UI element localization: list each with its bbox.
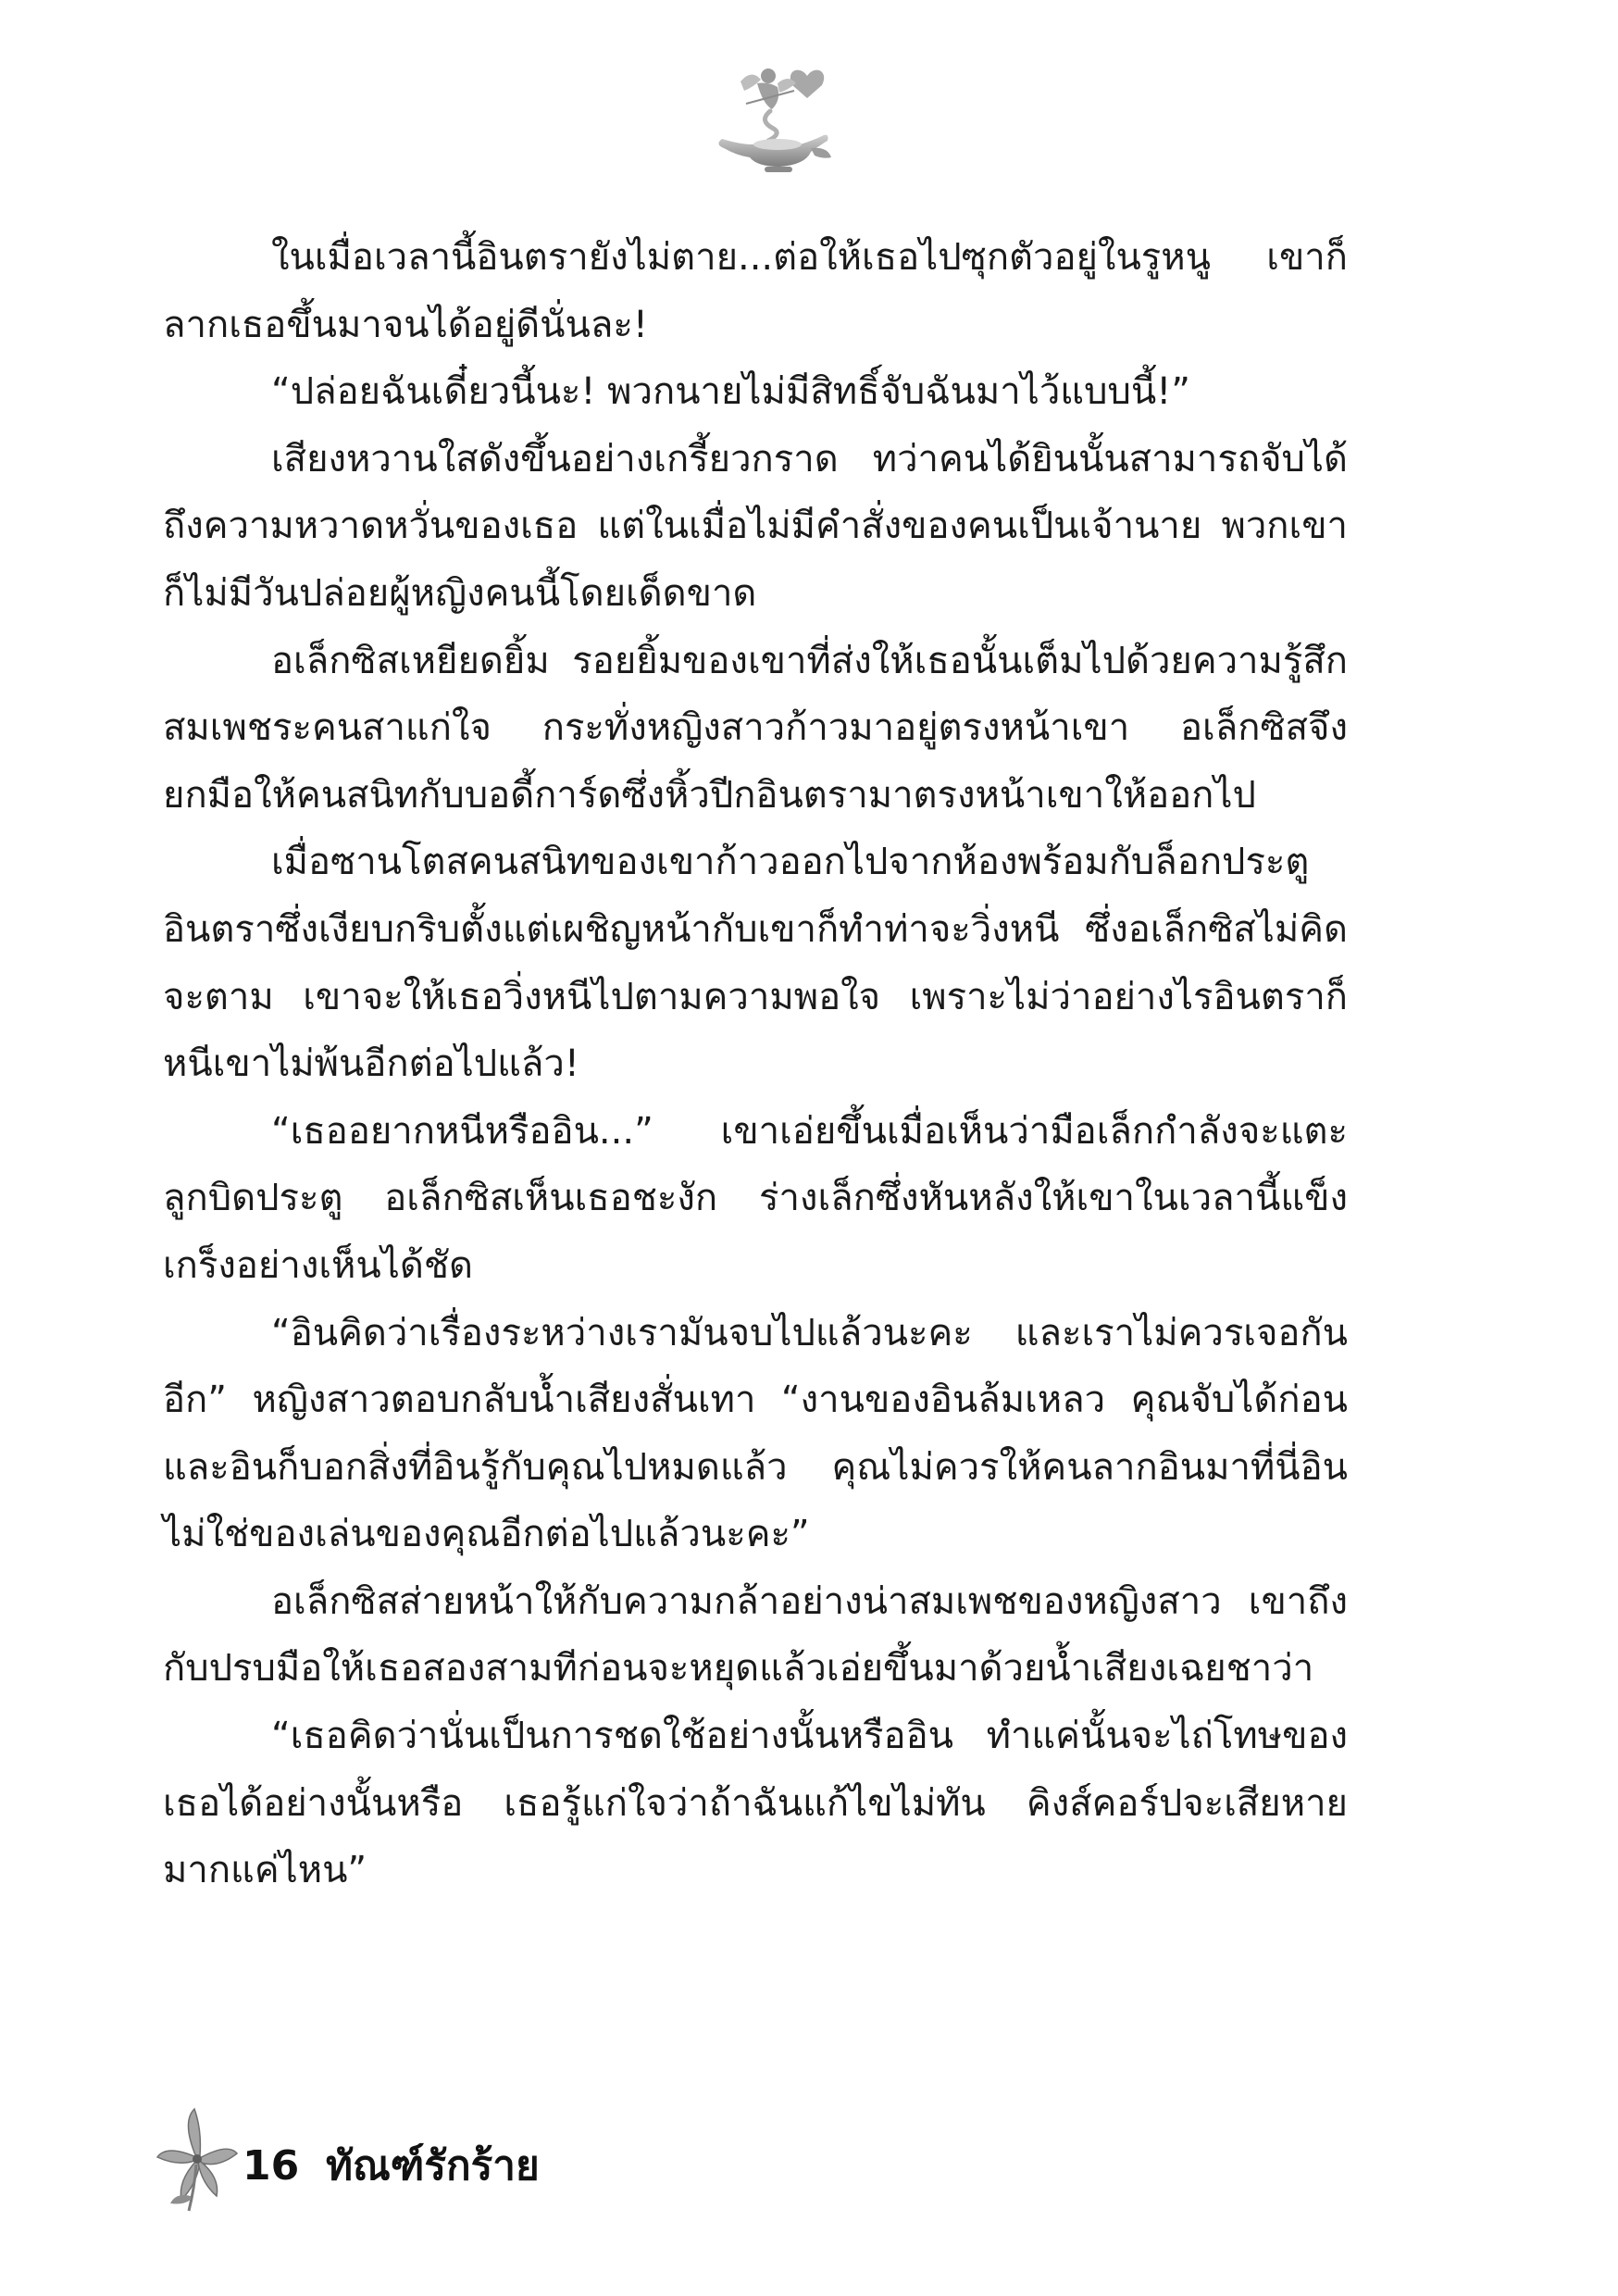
paragraph: “เธอคิดว่านั่นเป็นการชดใช้อย่างนั้นหรืออิน ทำแค่นั้นจะไถ่โทษของเธอได้อย่างนั้นหรือ เธอรู้แก่ใจว่าถ้าฉันแก้ไขไม่ทัน คิงส์คอร์ปจะเสียหายมากแค่ไหน” — [163, 1715, 1348, 1892]
header-ornament — [703, 56, 842, 176]
lily-flower-icon — [154, 2103, 239, 2213]
paragraph: ในเมื่อเวลานี้อินตรายังไม่ตาย...ต่อให้เธอไปซุกตัวอยู่ในรูหนู เขาก็ลากเธอขึ้นมาจนได้อยู่ดีนั่นละ! — [163, 236, 1348, 346]
paragraph: เสียงหวานใสดังขึ้นอย่างเกรี้ยวกราด ทว่าคนได้ยินนั้นสามารถจับได้ถึงความหวาดหวั่นของเธอ แต่ในเมื่อไม่มีคำสั่งของคนเป็นเจ้านาย พวกเขาก็ไม่มีวันปล่อยผู้หญิงคนนี้โดยเด็ดขาด — [163, 437, 1348, 615]
page-number: 16 — [243, 2142, 300, 2190]
paragraph: อเล็กซิสเหยียดยิ้ม รอยยิ้มของเขาที่ส่งให้เธอนั้นเต็มไปด้วยความรู้สึกสมเพชระคนสาแก่ใจ กระทั่งหญิงสาวก้าวมาอยู่ตรงหน้าเขา อเล็กซิสจึงยกมือให้คนสนิทกับบอดี้การ์ดซึ่งหิ้วปีกอินตรามาตรงหน้าเขาให้ออกไป — [163, 639, 1348, 817]
paragraph: เมื่อซานโตสคนสนิทของเขาก้าวออกไปจากห้องพร้อมกับล็อกประตูอินตราซึ่งเงียบกริบตั้งแต่เผชิญหน้ากับเขาก็ทำท่าจะวิ่งหนี ซึ่งอเล็กซิสไม่คิดจะตาม เขาจะให้เธอวิ่งหนีไปตามความพอใจ เพราะไม่ว่าอย่างไรอินตราก็หนีเขาไม่พ้นอีกต่อไปแล้ว! — [163, 841, 1348, 1086]
page-footer — [154, 2103, 709, 2215]
paragraph: อเล็กซิสส่ายหน้าให้กับความกล้าอย่างน่าสมเพชของหญิงสาว เขาถึงกับปรบมือให้เธอสองสามทีก่อนจะหยุดแล้วเอ่ยขึ้นมาด้วยน้ำเสียงเฉยชาว่า — [163, 1579, 1348, 1691]
cupid-genie-lamp-icon — [703, 56, 842, 176]
book-title: ทัณฑ์รักร้าย — [326, 2142, 540, 2190]
body-text — [163, 224, 1348, 1904]
paragraph: “อินคิดว่าเรื่องระหว่างเรามันจบไปแล้วนะคะ และเราไม่ควรเจอกันอีก” หญิงสาวตอบกลับน้ำเสียงสั่นเทา “งานของอินล้มเหลว คุณจับได้ก่อนและอินก็บอกสิ่งที่อินรู้กับคุณไปหมดแล้ว คุณไม่ควรให้คนลากอินมาที่นี่อินไม่ใช่ของเล่นของคุณอีกต่อไปแล้วนะคะ” — [163, 1311, 1348, 1556]
paragraph: “ปล่อยฉันเดี๋ยวนี้นะ! พวกนายไม่มีสิทธิ์จับฉันมาไว้แบบนี้!” — [271, 370, 1190, 414]
paragraph: “เธออยากหนีหรืออิน...” เขาเอ่ยขึ้นเมื่อเห็นว่ามือเล็กกำลังจะแตะลูกบิดประตู อเล็กซิสเห็นเธอชะงัก ร่างเล็กซึ่งหันหลังให้เขาในเวลานี้แข็งเกร็งอย่างเห็นได้ชัด — [163, 1109, 1348, 1287]
footer-ornament — [154, 2103, 239, 2213]
